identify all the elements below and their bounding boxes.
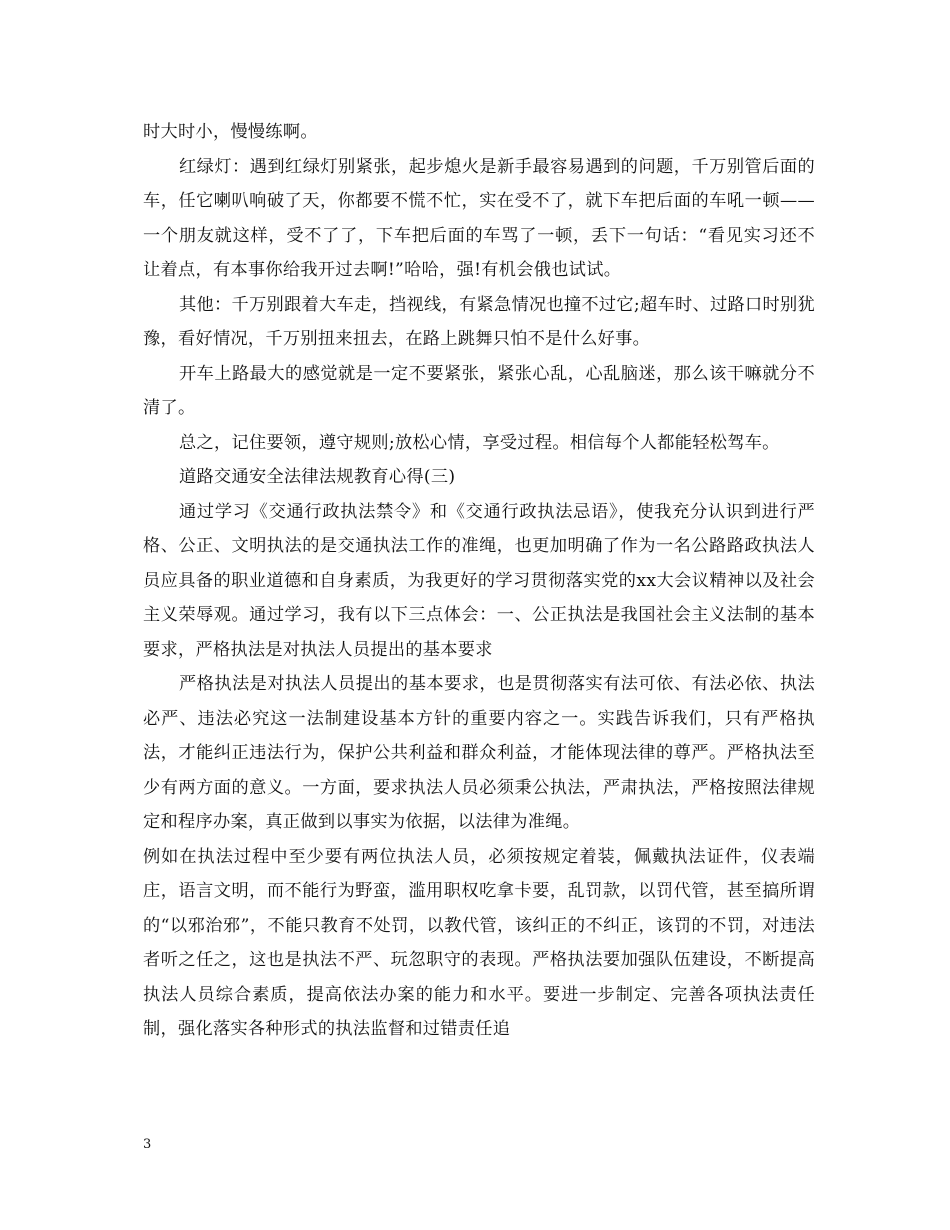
paragraph-study-reflection: 通过学习《交通行政执法禁令》和《交通行政执法忌语》，使我充分认识到进行严格、公正、文明执法的是交通执法工作的准绳，也更加明确了作为一名公路路政执法人员应具备的职业道德和自身素质，为我更好的学习贯彻落实党的xx大会议精神以及社会主义荣辱观。通过学习，我有以下三点体会：一、公正执法是我国社会主义法制的基本要求，严格执法是对执法人员提出的基本要求: [143, 501, 815, 660]
paragraph-strict-enforcement: 严格执法是对执法人员提出的基本要求，也是贯彻落实有法可依、有法必依、执法必严、违法必究这一法制建设基本方针的重要内容之一。实践告诉我们，只有严格执法，才能纠正违法行为，保护公共利益和群众利益，才能体现法律的尊严。严格执法至少有两方面的意义。一方面，要求执法人员必须秉公执法，严肃执法，严格按照法律规定和程序办案，真正做到以事实为依据，以法律为准绳。: [143, 674, 815, 832]
paragraph-continuation: 时大时小，慢慢练啊。: [143, 122, 318, 142]
paragraph-traffic-lights: 红绿灯：遇到红绿灯别紧张，起步熄火是新手最容易遇到的问题，千万别管后面的车，任它喇叭响破了天，你都要不慌不忙，实在受不了，就下车把后面的车吼一顿——一个朋友就这样，受不了了，下车把后面的车骂了一顿，丢下一句话：“看见实习还不让着点，有本事你给我开过去啊!”哈哈，强!有机会俄也试试。: [143, 156, 815, 280]
paragraph-enforcement-example: 例如在执法过程中至少要有两位执法人员，必须按规定着装，佩戴执法证件，仪表端庄，语言文明，而不能行为野蛮，滥用职权吃拿卡要，乱罚款，以罚代管，甚至搞所谓的“以邪治邪”，不能只教育不处罚，以教代管，该纠正的不纠正，该罚的不罚，对违法者听之任之，这也是执法不严、玩忽职守的表现。严格执法要加强队伍建设，不断提高执法人员综合素质，提高依法办案的能力和水平。要进一步制定、完善各项执法责任制，强化落实各种形式的执法监督和过错责任追: [143, 846, 815, 1039]
paragraph-summary: 总之，记住要领，遵守规则;放松心情，享受过程。相信每个人都能轻松驾车。: [179, 432, 780, 453]
page-number: 3: [143, 1137, 152, 1152]
body-text: [143, 115, 815, 1047]
paragraph-driving-feeling: 开车上路最大的感觉就是一定不要紧张，紧张心乱，心乱脑迷，那么该干嘛就分不清了。: [143, 363, 815, 418]
paragraph-other-tips: 其他：千万别跟着大车走，挡视线，有紧急情况也撞不过它;超车时、过路口时别犹豫，看好情况，千万别扭来扭去，在路上跳舞只怕不是什么好事。: [143, 294, 815, 349]
section-heading: 道路交通安全法律法规教育心得(三): [179, 467, 456, 487]
